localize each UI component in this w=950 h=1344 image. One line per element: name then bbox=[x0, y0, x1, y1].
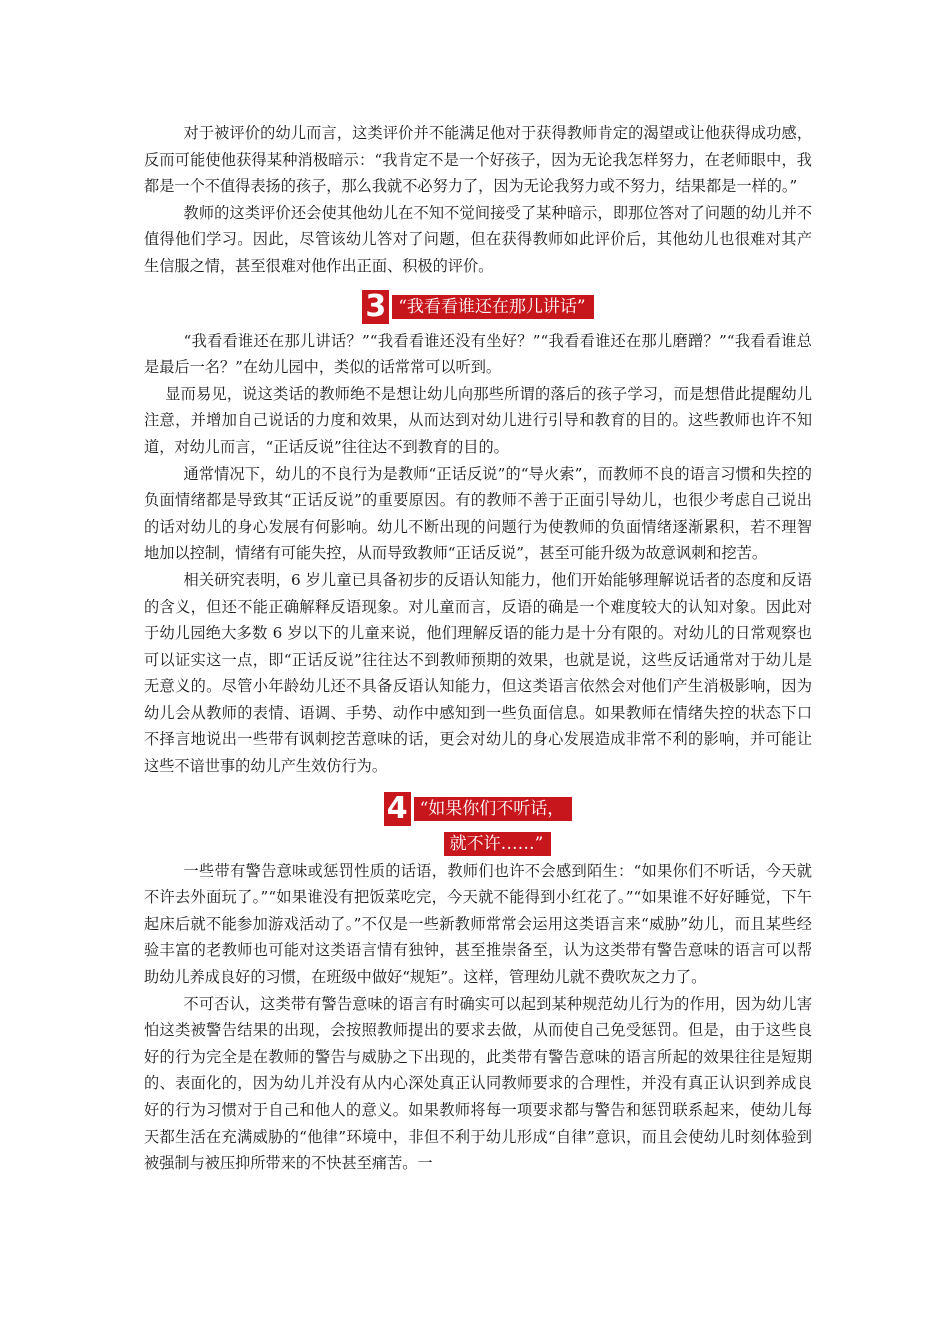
section-4-paragraph-2: 不可否认，这类带有警告意味的语言有时确实可以起到某种规范幼儿行为的作用，因为幼儿害怕这类被警告结果的出现，会按照教师提出的要求去做，从而使自己免受惩罚。但是，由于这些良好的行为完全是在教师的警告与威胁之下出现的，此类带有警告意味的语言所起的效果往往是短期的、表面化的，因为幼儿并没有从内心深处真正认同教师要求的合理性，并没有真正认识到养成良好的行为习惯对于自己和他人的意义。如果教师将每一项要求都与警告和惩罚联系起来，使幼儿每天都生活在充满威胁的“他律”环境中，非但不利于幼儿形成“自律”意识，而且会使幼儿时刻体验到被强制与被压抑所带来的不快甚至痛苦。一 bbox=[144, 994, 812, 1173]
section-3-title: “我看看谁还在那儿讲话” bbox=[392, 295, 593, 319]
intro-paragraph-2: 教师的这类评价还会使其他幼儿在不知不觉间接受了某种暗示，即那位答对了问题的幼儿并不值得他们学习。因此，尽管该幼儿答对了问题，但在获得教师如此评价后，其他幼儿也很难对其产生信服之情，甚至很难对他作出正面、积极的评价。 bbox=[144, 203, 812, 275]
section-3-paragraph-4: 相关研究表明，6 岁儿童已具备初步的反语认知能力，他们开始能够理解说话者的态度和反语的含义，但还不能正确解释反语现象。对儿童而言，反语的确是一个难度较大的认知对象。因此对于幼儿园绝大多数 6 岁以下的儿童来说，他们理解反语的能力是十分有限的。对幼儿的日常观察也可以证实这一点，即“正话反说”往往达不到教师预期的效果，也就是说，这些反话通常对于幼儿是无意义的。尽管小年龄幼儿还不具备反语认知能力，但这类语言依然会对他们产生消极影响，因为幼儿会从教师的表情、语调、手势、动作中感知到一些负面信息。如果教师在情绪失控的状态下口不择言地说出一些带有讽刺挖苦意味的话，更会对幼儿的身心发展造成非常不利的影响，并可能让这些不谙世事的幼儿产生效仿行为。 bbox=[144, 570, 812, 776]
section-4-paragraph-1: 一些带有警告意味或惩罚性质的话语，教师们也许不会感到陌生：“如果你们不听话，今天就不许去外面玩了。”“如果谁没有把饭菜吃完，今天就不能得到小红花了。”“如果谁不好好睡觉，下午起床后就不能参加游戏活动了。”不仅是一些新教师常常会运用这类语言来“威胁”幼儿，而且某些经验丰富的老教师也可能对这类语言情有独钟，甚至推崇备至，认为这类带有警告意味的语言可以帮助幼儿养成良好的习惯，在班级中做好“规矩”。这样，管理幼儿就不费吹灰之力了。 bbox=[144, 861, 812, 987]
section-4-number: 4 bbox=[384, 792, 411, 826]
section-4-heading bbox=[144, 792, 812, 856]
section-3-paragraph-1: “我看看谁还在那儿讲话？”“我看看谁还没有坐好？”“我看看谁还在那儿磨蹭？”“我看看谁总是最后一名？”在幼儿园中，类似的话常常可以听到。 bbox=[144, 331, 812, 377]
section-4-title-line-1: “如果你们不听话， bbox=[414, 797, 573, 821]
section-3-paragraph-2: 显而易见，说这类话的教师绝不是想让幼儿向那些所谓的落后的孩子学习，而是想借此提醒幼儿注意，并增加自己说话的力度和效果，从而达到对幼儿进行引导和教育的目的。这些教师也许不知道，对幼儿而言，“正话反说”往往达不到教育的目的。 bbox=[144, 384, 812, 456]
section-4-title-line-2: 就不许……” bbox=[444, 832, 552, 856]
document-page bbox=[144, 120, 812, 1177]
section-3-paragraph-3: 通常情况下，幼儿的不良行为是教师“正话反说”的“导火索”，而教师不良的语言习惯和失控的负面情绪都是导致其“正话反说”的重要原因。有的教师不善于正面引导幼儿，也很少考虑自己说出的话对幼儿的身心发展有何影响。幼儿不断出现的问题行为使教师的负面情绪逐渐累积，若不理智地加以控制，情绪有可能失控，从而导致教师“正话反说”，甚至可能升级为故意讽刺和挖苦。 bbox=[144, 464, 812, 563]
intro-paragraph-1: 对于被评价的幼儿而言，这类评价并不能满足他对于获得教师肯定的渴望或让他获得成功感，反而可能使他获得某种消极暗示：“我肯定不是一个好孩子，因为无论我怎样努力，在老师眼中，我都是一个不值得表扬的孩子，那么我就不必努力了，因为无论我努力或不努力，结果都是一样的。” bbox=[144, 124, 812, 196]
section-3-heading bbox=[144, 290, 812, 324]
section-3-number: 3 bbox=[362, 290, 389, 324]
